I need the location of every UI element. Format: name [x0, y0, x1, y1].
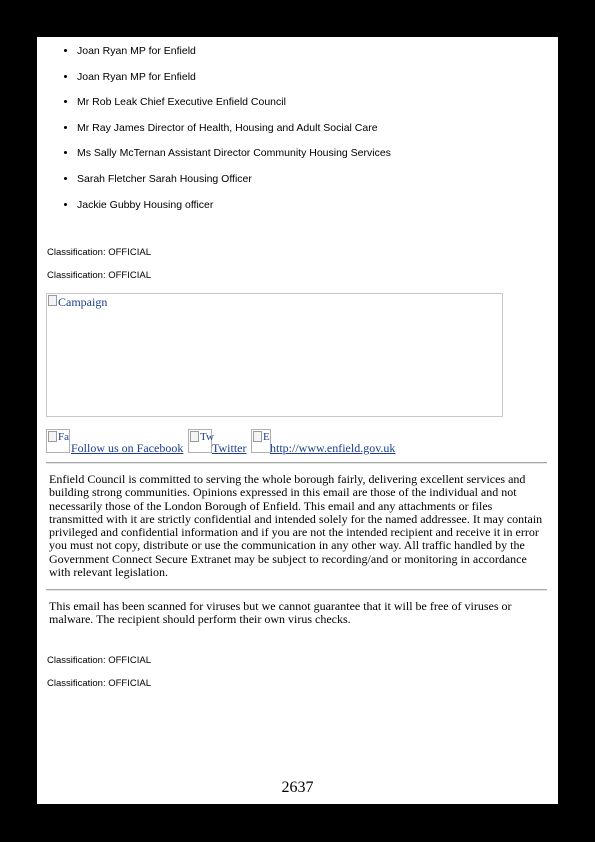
legal-disclaimer: Enfield Council is committed to serving the whole borough fairly, delivering excellent services and building strong communities. Opinions expressed in this email are those of the individual and not necessarily those of the London Borough of Enfield. This email and any attachments or files transmitted with it are strictly confidential and intended solely for the named addressee. It may contain privileged and confidential information and if you are not the intended recipient and receive it in error you must not copy, distribute or use the communication in any other way. All traffic handled by the Government Connect Secure Extranet may be subject to recording/and or monitoring in accordance with relevant legislation.: [49, 472, 543, 580]
classification-label: Classification: OFFICIAL: [47, 678, 151, 689]
list-item: • Mr Rob Leak Chief Executive Enfield Council: [77, 96, 391, 122]
classification-label: Classification: OFFICIAL: [47, 655, 151, 666]
classification-label: Classification: OFFICIAL: [47, 270, 151, 281]
list-item: • Sarah Fletcher Sarah Housing Officer: [77, 173, 391, 199]
classification-label: Classification: OFFICIAL: [47, 247, 151, 258]
website-icon[interactable]: E: [251, 429, 271, 453]
twitter-link[interactable]: Twitter: [212, 441, 247, 455]
website-link[interactable]: http://www.enfield.gov.uk: [270, 441, 396, 455]
list-item: • Joan Ryan MP for Enfield: [77, 71, 391, 97]
divider: [46, 589, 547, 591]
campaign-image[interactable]: [46, 293, 503, 417]
facebook-link[interactable]: Follow us on Facebook: [71, 441, 184, 455]
twitter-icon[interactable]: Tw: [188, 429, 212, 453]
document-page: [37, 37, 558, 804]
list-item: • Jackie Gubby Housing officer: [77, 199, 391, 225]
social-links: [46, 429, 546, 457]
divider: [46, 462, 547, 464]
page-number: 2637: [281, 779, 314, 796]
broken-image-icon: [48, 295, 57, 306]
list-item: • Mr Ray James Director of Health, Housing and Adult Social Care: [77, 122, 391, 148]
virus-notice: This email has been scanned for viruses but we cannot guarantee that it will be free of viruses or malware. The recipient should perform their own virus checks.: [49, 599, 512, 627]
recipient-list: [37, 45, 391, 224]
campaign-image-alt[interactable]: Campaign: [48, 295, 107, 310]
list-item: • Joan Ryan MP for Enfield: [77, 45, 391, 71]
list-item: • Ms Sally McTernan Assistant Director Community Housing Services: [77, 147, 391, 173]
facebook-icon[interactable]: Fa: [46, 429, 70, 453]
